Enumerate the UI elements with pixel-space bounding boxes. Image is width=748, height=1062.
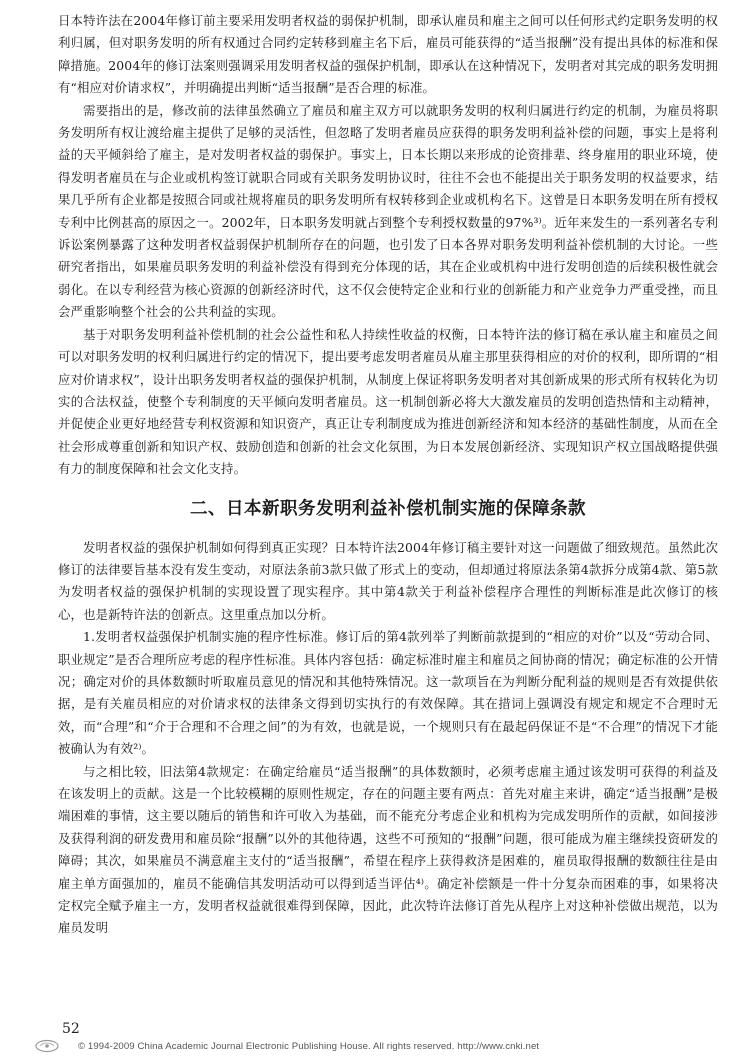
- article-body: [58, 10, 718, 940]
- paragraph-group-top: [58, 10, 718, 481]
- cnki-journal-logo-icon: [34, 1039, 60, 1053]
- publisher-footer: [34, 1036, 734, 1056]
- body-paragraph: 需要指出的是，修改前的法律虽然确立了雇员和雇主双方可以就职务发明的权利归属进行约定的机制，为雇员将职务发明所有权让渡给雇主提供了足够的灵活性，但忽略了发明者雇员应获得的职务发明利益补偿的问题，事实上是将利益的天平倾斜给了雇主，是对发明者权益的弱保护。事实上，日本长期以来形成的论资排辈、终身雇用的职业环境，使得发明者雇员在与企业或机构签订就职合同或有关职务发明协议时，往往不会也不能提出关于职务发明的权益要求，结果几乎所有企业都是按照合同或社规将雇员的职务发明所有权转移到企业或机构名下。这曾是日本职务发明在所有授权专利中比例甚高的原因之一。2002年，日本职务发明就占到整个专利授权数量的97%³⁾。近年来发生的一系列著名专利诉讼案例暴露了这种发明者权益弱保护机制所存在的问题，也引发了日本各界对职务发明利益补偿机制的大讨论。一些研究者指出，如果雇员职务发明的利益补偿没有得到充分体现的话，其在企业或机构中进行发明创造的后续积极性就会弱化。在以专利经营为核心资源的创新经济时代，这不仅会使特定企业和行业的创新能力和产业竞争力严重受挫，而且会严重影响整个社会的公共利益的实现。: [58, 102, 718, 320]
- body-paragraph: 1.发明者权益强保护机制实施的程序性标准。修订后的第4款列举了判断前款提到的“相应的对价”以及“劳动合同、职业规定”是否合理所应考虑的程序性标准。具体内容包括：确定标准时雇主和雇员之间协商的情况；确定标准的公开情况；确定对价的具体数额时听取雇员意见的情况和其他特殊情况。这一款项旨在为判断分配利益的规则是否有效提供依据，是有关雇员相应的对价请求权的法律条文得到切实执行的有效保障。其在措词上强调没有规定和规定不合理时无效，而“合理”和“介于合理和不合理之间”的为有效，也就是说，一个规则只有在最起码保证不是“不合理”的情况下才能被确认为有效²⁾。: [58, 629, 718, 757]
- body-paragraph: 日本特许法在2004年修订前主要采用发明者权益的弱保护机制，即承认雇员和雇主之间可以任何形式约定职务发明的权利归属，但对职务发明的所有权通过合同约定转移到雇主名下后，雇员可能获得的“适当报酬”没有提出具体的标准和保障措施。2004年的修订法案则强调采用发明者权益的强保护机制，即承认在这种情况下，发明者对其完成的职务发明拥有“相应对价请求权”，并明确提出判断“适当报酬”是否合理的标准。: [58, 13, 718, 96]
- section-heading: 二、日本新职务发明利益补偿机制实施的保障条款: [190, 498, 586, 519]
- copyright-text: © 1994-2009 China Academic Journal Electronic Publishing House. All rights reserved. http://www.cnki.net: [78, 1040, 540, 1052]
- body-paragraph: 与之相比较，旧法第4款规定：在确定给雇员“适当报酬”的具体数额时，必须考虑雇主通过该发明可获得的利益及在该发明上的贡献。这是一个比较模糊的原则性规定，存在的问题主要有两点：首先对雇主来讲，确定“适当报酬”是极端困难的事情，这主要以随后的销售和许可收入为基础，而不能充分考虑企业和机构为完成发明所作的贡献，如间接涉及获得利润的研发费用和雇员除“报酬”以外的其他待遇，这些不可预知的“报酬”问题，很可能成为雇主继续投资研发的障碍；其次，如果雇员不满意雇主支付的“适当报酬”，希望在程序上获得救济是困难的，雇员取得报酬的数额往往是由雇主单方面强加的，雇员不能确信其发明活动可以得到适当评估⁴⁾。确定补偿额是一件十分复杂而困难的事，如果将决定权完全赋予雇主一方，发明者权益就很难得到保障，因此，此次特许法修订首先从程序上对这种补偿做出规范，以为雇员发明: [58, 763, 718, 936]
- paragraph-group-bottom: [58, 537, 718, 940]
- page-number: 52: [62, 1021, 80, 1037]
- body-paragraph: 发明者权益的强保护机制如何得到真正实现？日本特许法2004年修订稿主要针对这一问题做了细致规范。虽然此次修订的法律要旨基本没有发生变动，对原法条前3款只做了形式上的变动，但却通过将原法条第4款拆分成第4款、第5款为发明者权益的强保护机制的实现设置了现实程序。其中第4款关于利益补偿程序合理性的判断标准是此次修订的核心，也是新特许法的创新点。这里重点加以分析。: [58, 539, 718, 622]
- body-paragraph: 基于对职务发明利益补偿机制的社会公益性和私人持续性收益的权衡，日本特许法的修订稿在承认雇主和雇员之间可以对职务发明的权利归属进行约定的情况下，提出要考虑发明者雇员从雇主那里获得相应的对价的权利，即所谓的“相应对价请求权”，设计出职务发明者权益的强保护机制，从制度上保证将职务发明者对其创新成果的形式所有权转化为切实的合法权益，使整个专利制度的天平倾向发明者雇员。这一机制创新必将大大激发雇员的发明创造热情和主动精神，并促使企业更好地经营专利权资源和知识资产，真正让专利制度成为推进创新经济和知本经济的基础性制度，从而在全社会形成尊重创新和知识产权、鼓励创造和创新的社会文化氛围，为日本发展创新经济、实现知识产权立国战略提供强有力的制度保障和社会文化支持。: [58, 326, 718, 477]
